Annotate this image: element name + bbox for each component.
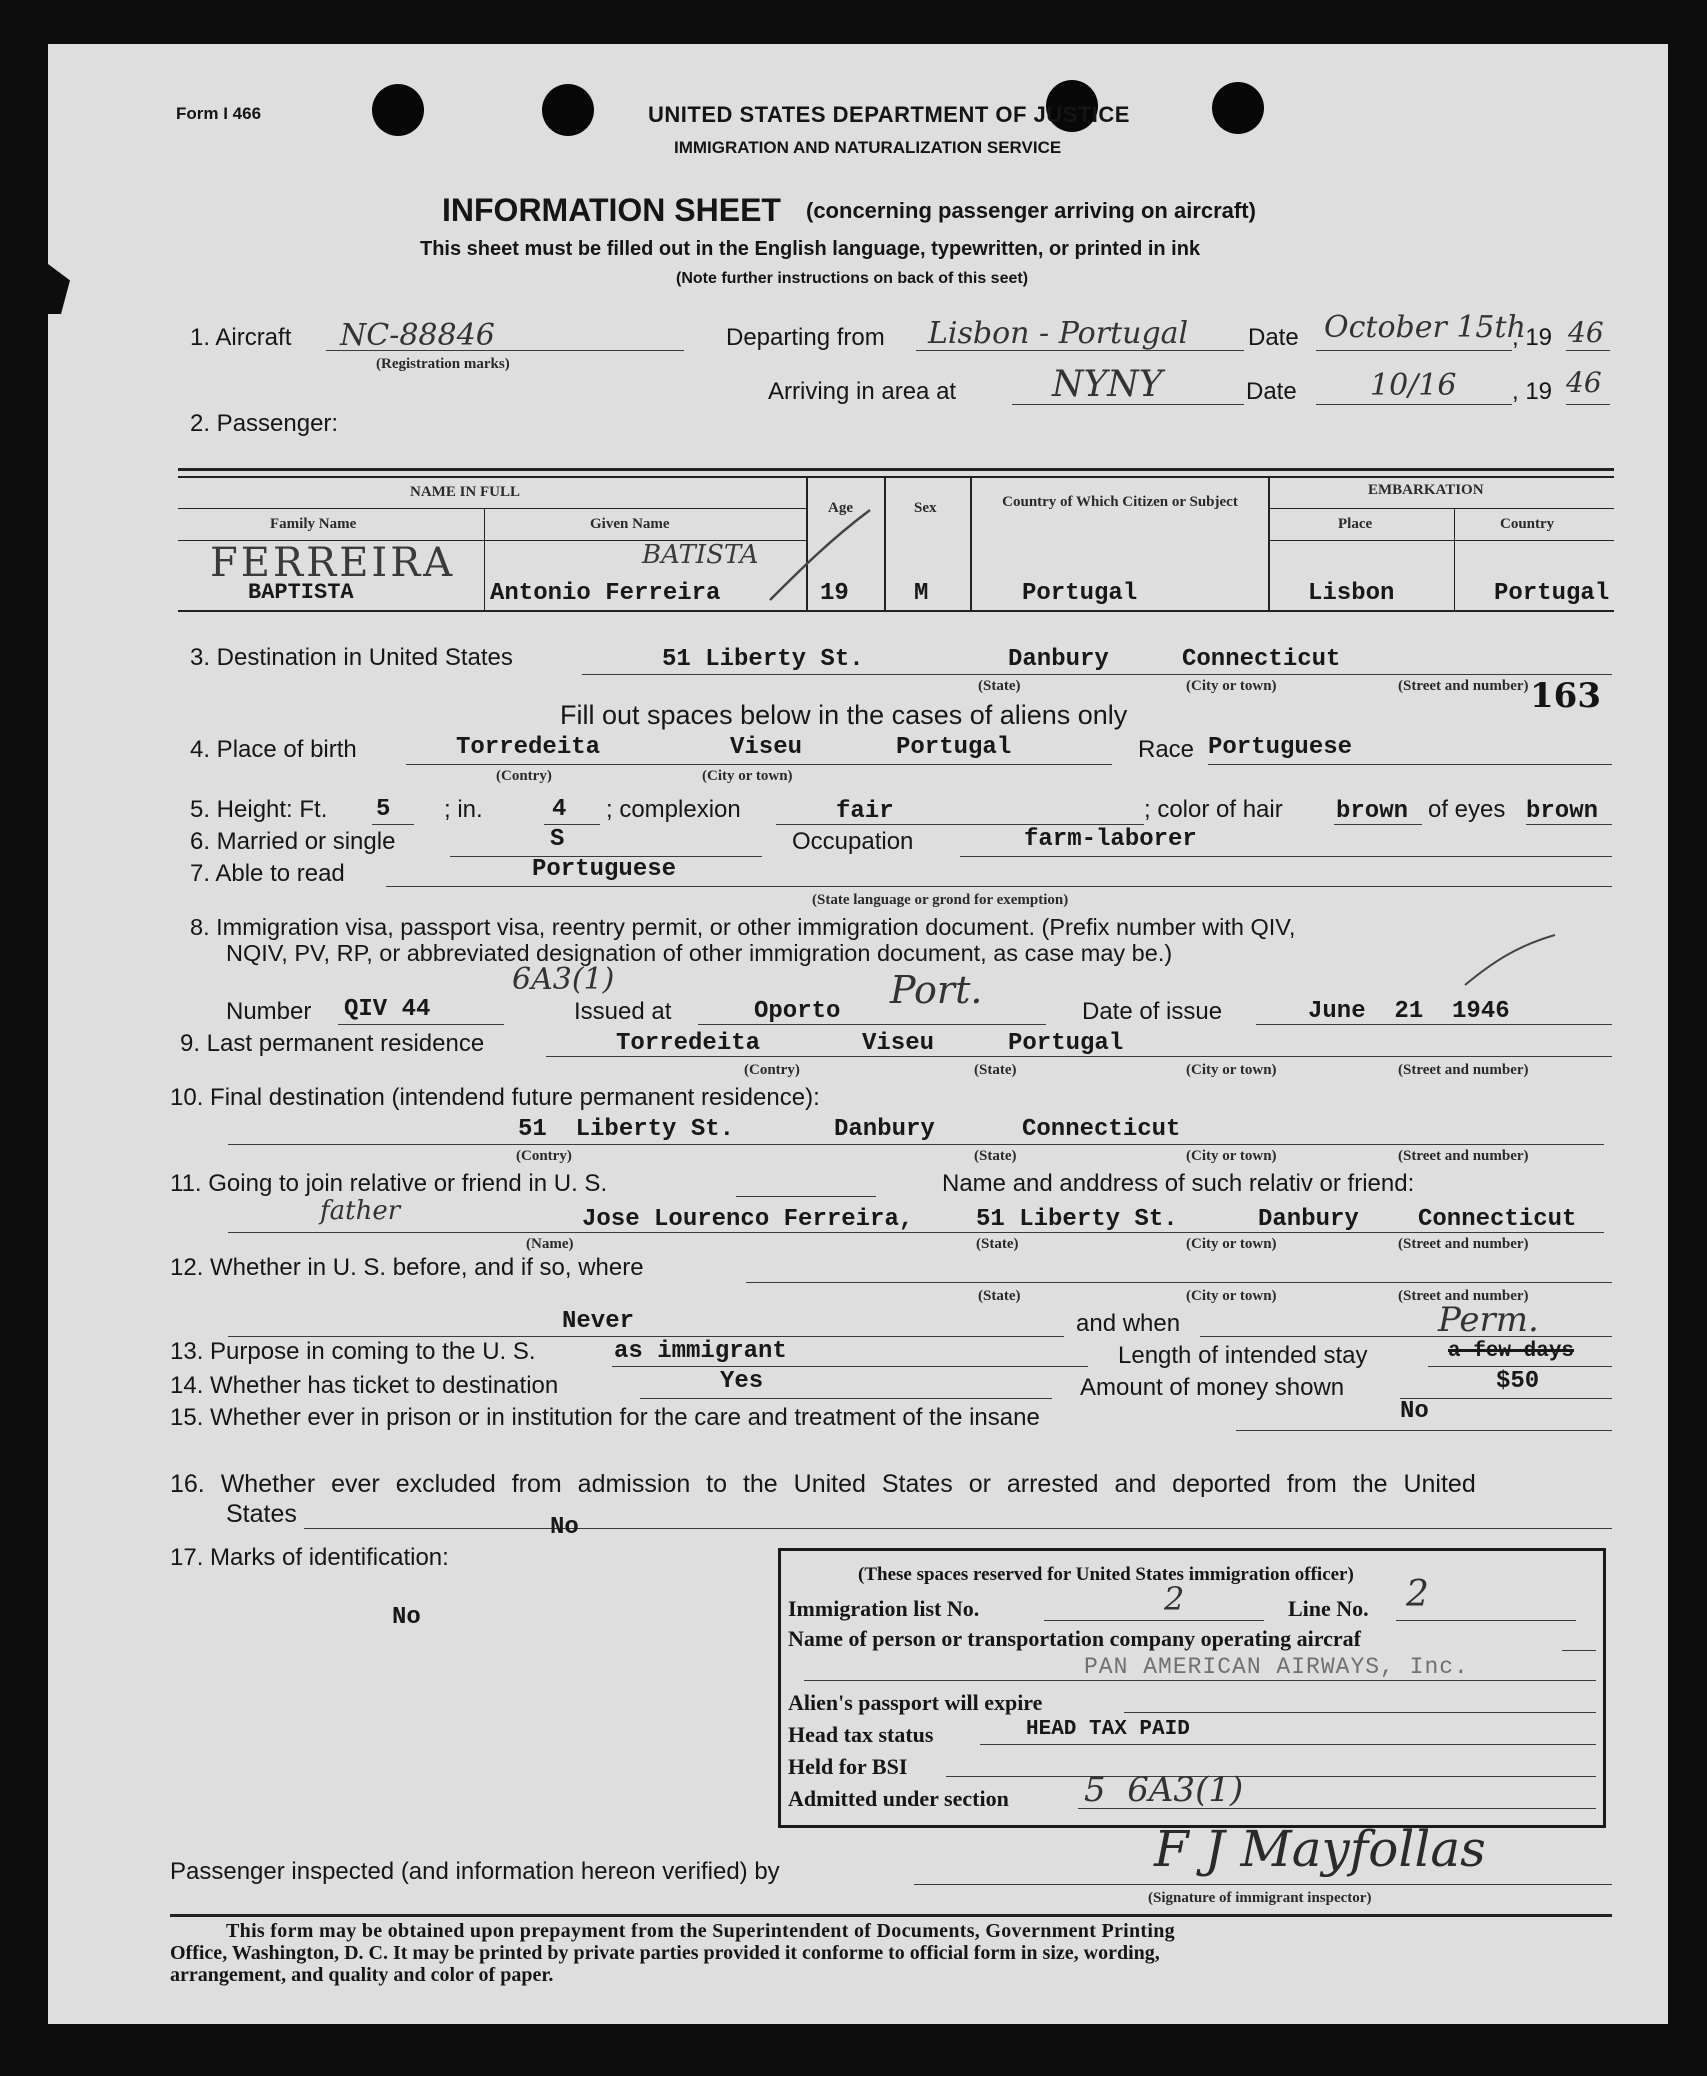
arrive-year-value[interactable]: 46 xyxy=(1566,366,1602,399)
money-value[interactable]: $50 xyxy=(1496,1368,1540,1395)
sex-header: Sex xyxy=(914,500,937,516)
caption-city-join: (City or town) xyxy=(1186,1236,1277,1252)
birth-label: 4. Place of birth xyxy=(190,736,357,763)
marks-label: 17. Marks of identification: xyxy=(170,1544,449,1571)
headtax-label: Head tax status xyxy=(788,1722,934,1747)
name-in-full-header: NAME IN FULL xyxy=(410,484,521,500)
caption-city-final: (City or town) xyxy=(1186,1148,1277,1164)
marital-value[interactable]: S xyxy=(550,826,565,853)
when-note: Perm. xyxy=(1438,1300,1539,1340)
hair-value[interactable]: brown xyxy=(1336,798,1409,825)
registration-caption: (Registration marks) xyxy=(376,356,510,372)
list-no-value[interactable]: 2 xyxy=(1164,1580,1185,1618)
stay-label: Length of intended stay xyxy=(1118,1342,1368,1369)
caption-state-res: (State) xyxy=(974,1062,1017,1078)
arrive-year-label: , 19 xyxy=(1512,378,1553,405)
caption-street-final: (Street and number) xyxy=(1398,1148,1529,1164)
depart-date-label: Date xyxy=(1248,324,1299,351)
read-caption: (State language or grond for exemption) xyxy=(812,892,1069,908)
caption-street-res: (Street and number) xyxy=(1398,1062,1529,1078)
join-label: 11. Going to join relative or friend in U. S. xyxy=(170,1170,608,1197)
family-name-header: Family Name xyxy=(270,516,357,532)
complexion-label: ; complexion xyxy=(606,796,741,823)
depart-date-value[interactable]: October 15th xyxy=(1324,310,1526,345)
race-value[interactable]: Portuguese xyxy=(1208,734,1353,761)
stamp-number: 163 xyxy=(1530,676,1601,716)
money-label: Amount of money shown xyxy=(1080,1374,1345,1401)
before-value[interactable]: Never xyxy=(562,1308,635,1335)
family-name-correction: FERREIRA xyxy=(210,540,456,586)
service-title: IMMIGRATION AND NATURALIZATION SERVICE xyxy=(674,138,1062,157)
instructions: This sheet must be filled out in the English language, typewritten, or printed in ink xyxy=(420,238,1201,260)
final-state[interactable]: Connecticut xyxy=(1022,1116,1181,1143)
visa-number-note: 6A3(1) xyxy=(512,962,615,997)
caption-city-birth: (City or town) xyxy=(702,768,793,784)
destination-state[interactable]: Connecticut xyxy=(1182,646,1341,673)
sex-value[interactable]: M xyxy=(914,580,929,607)
aircraft-label: 1. Aircraft xyxy=(190,324,292,351)
birth-town[interactable]: Torredeita xyxy=(456,734,601,761)
destination-city[interactable]: Danbury xyxy=(1008,646,1109,673)
ink-slash xyxy=(1460,930,1560,990)
page-title: INFORMATION SHEET xyxy=(442,192,781,228)
excluded-value[interactable]: No xyxy=(550,1514,579,1541)
punch-hole xyxy=(542,84,594,136)
eyes-value[interactable]: brown xyxy=(1526,798,1599,825)
footer-line-1: This form may be obtained upon prepayment from the Superintendent of Documents, Government Printing xyxy=(226,1920,1175,1942)
when-label: and when xyxy=(1076,1310,1181,1337)
eyes-label: of eyes xyxy=(1428,796,1506,823)
departing-label: Departing from xyxy=(726,324,885,351)
arriving-value[interactable]: NYNY xyxy=(1052,364,1163,405)
prison-label: 15. Whether ever in prison or in institution for the care and treatment of the insane xyxy=(170,1404,1040,1431)
destination-label: 3. Destination in United States xyxy=(190,644,513,671)
issue-date-label: Date of issue xyxy=(1082,998,1223,1025)
given-name-header: Given Name xyxy=(590,516,670,532)
complexion-value[interactable]: fair xyxy=(836,798,894,825)
strike-mark xyxy=(760,500,880,610)
visa-label-2: NQIV, PV, RP, or abbreviated designation of other immigration document, as case may be.) xyxy=(226,940,1173,966)
visa-number[interactable]: QIV 44 xyxy=(344,996,431,1023)
caption-state: (State) xyxy=(978,678,1021,694)
visa-number-label: Number xyxy=(226,998,312,1025)
citizen-value[interactable]: Portugal xyxy=(1022,580,1138,607)
citizen-header: Country of Which Citizen or Subject xyxy=(1002,494,1238,510)
marital-label: 6. Married or single xyxy=(190,828,396,855)
inspected-label: Passenger inspected (and information hereon verified) by xyxy=(170,1858,780,1885)
line-no-label: Line No. xyxy=(1288,1596,1369,1621)
marks-value[interactable]: No xyxy=(392,1604,421,1631)
ticket-label: 14. Whether has ticket to destination xyxy=(170,1372,559,1399)
hair-label: ; color of hair xyxy=(1144,796,1283,823)
race-label: Race xyxy=(1138,736,1195,763)
ticket-value[interactable]: Yes xyxy=(720,1368,764,1395)
caption-state-join: (State) xyxy=(976,1236,1019,1252)
issued-at[interactable]: Oporto xyxy=(754,998,841,1025)
excluded-label-2: States xyxy=(226,1500,297,1528)
residence-town[interactable]: Torredeita xyxy=(616,1030,761,1057)
family-name-value[interactable]: BAPTISTA xyxy=(248,580,354,605)
occupation-label: Occupation xyxy=(792,828,914,855)
passport-label: Alien's passport will expire xyxy=(788,1690,1043,1715)
embark-place-value[interactable]: Lisbon xyxy=(1308,580,1395,607)
arriving-label: Arriving in area at xyxy=(768,378,957,405)
bsi-label: Held for BSI xyxy=(788,1754,908,1779)
passenger-label: 2. Passenger: xyxy=(190,410,339,437)
form-number: Form I 466 xyxy=(176,104,262,123)
destination-street[interactable]: 51 Liberty St. xyxy=(662,646,864,673)
inches-label: ; in. xyxy=(444,796,483,823)
caption-street: (Street and number) xyxy=(1398,678,1529,694)
caption-city-res: (City or town) xyxy=(1186,1062,1277,1078)
age-value[interactable]: 19 xyxy=(820,580,849,607)
birth-country[interactable]: Portugal xyxy=(896,734,1012,761)
instructions-note: (Note further instructions on back of this seet) xyxy=(676,270,1029,287)
line-no-value[interactable]: 2 xyxy=(1406,1574,1429,1615)
aircraft-value[interactable]: NC-88846 xyxy=(340,318,495,353)
footer-line-3: arrangement, and quality and color of paper. xyxy=(170,1964,554,1986)
caption-city: (City or town) xyxy=(1186,678,1277,694)
issue-date[interactable]: June 21 1946 xyxy=(1308,998,1510,1025)
officer-title: (These spaces reserved for United States immigration officer) xyxy=(858,1564,1354,1585)
visa-label-1: 8. Immigration visa, passport visa, reentry permit, or other immigration document. (Prefix number with QIV, xyxy=(190,914,1296,940)
signature-caption: (Signature of immigrant inspector) xyxy=(1148,1890,1372,1906)
purpose-value[interactable]: as immigrant xyxy=(614,1338,787,1365)
final-destination-label: 10. Final destination (intendend future permanent residence): xyxy=(170,1084,820,1111)
embark-country-value[interactable]: Portugal xyxy=(1494,580,1610,607)
department-title: UNITED STATES DEPARTMENT OF JUSTICE xyxy=(648,102,1130,127)
birth-city[interactable]: Viseu xyxy=(730,734,803,761)
inspector-signature: F J Mayfollas xyxy=(1154,1820,1486,1878)
stay-value[interactable]: a few days xyxy=(1448,1340,1575,1363)
height-ft[interactable]: 5 xyxy=(376,796,391,823)
relation-value: father xyxy=(320,1196,401,1226)
caption-city-before: (City or town) xyxy=(1186,1288,1277,1304)
relative-name-label: Name and anddress of such relativ or friend: xyxy=(942,1170,1415,1197)
caption-state-final: (State) xyxy=(974,1148,1017,1164)
depart-year-value[interactable]: 46 xyxy=(1568,316,1604,349)
relative-name[interactable]: Jose Lourenco Ferreira, xyxy=(582,1206,914,1233)
residence-city[interactable]: Viseu xyxy=(862,1030,935,1057)
height-label: 5. Height: Ft. xyxy=(190,796,328,823)
caption-name-join: (Name) xyxy=(526,1236,574,1252)
footer-line-2: Office, Washington, D. C. It may be printed by private parties provided it conforme to official form in size, wording, xyxy=(170,1942,1160,1964)
purpose-label: 13. Purpose in coming to the U. S. xyxy=(170,1338,536,1365)
punch-hole xyxy=(372,84,424,136)
relative-city[interactable]: Danbury xyxy=(1258,1206,1359,1233)
place-header: Place xyxy=(1338,516,1373,532)
read-label: 7. Able to read xyxy=(190,860,345,887)
arrive-date-label: Date xyxy=(1246,378,1297,405)
final-street[interactable]: 51 Liberty St. xyxy=(518,1116,735,1143)
relative-street[interactable]: 51 Liberty St. xyxy=(976,1206,1178,1233)
relative-state[interactable]: Connecticut xyxy=(1418,1206,1577,1233)
caption-country: (Contry) xyxy=(496,768,552,784)
caption-country-res: (Contry) xyxy=(744,1062,800,1078)
caption-country-final: (Contry) xyxy=(516,1148,572,1164)
punch-hole xyxy=(1212,82,1264,134)
caption-street-join: (Street and number) xyxy=(1398,1236,1529,1252)
company-value[interactable]: PAN AMERICAN AIRWAYS, Inc. xyxy=(1084,1654,1469,1680)
before-label: 12. Whether in U. S. before, and if so, where xyxy=(170,1254,644,1281)
read-value[interactable]: Portuguese xyxy=(532,856,677,883)
caption-street-before: (Street and number) xyxy=(1398,1288,1529,1304)
embarkation-header: EMBARKATION xyxy=(1368,482,1484,498)
height-in[interactable]: 4 xyxy=(552,796,567,823)
aliens-only-note: Fill out spaces below in the cases of aliens only xyxy=(560,700,1128,730)
issued-label: Issued at xyxy=(574,998,672,1025)
depart-year-label: , 19 xyxy=(1512,324,1553,351)
departing-value[interactable]: Lisbon - Portugal xyxy=(928,316,1189,351)
country-header: Country xyxy=(1500,516,1555,532)
title-note: (concerning passenger arriving on aircraft) xyxy=(806,198,1256,223)
section-value[interactable]: 5 6A3(1) xyxy=(1084,1770,1244,1810)
headtax-value[interactable]: HEAD TAX PAID xyxy=(1026,1718,1190,1741)
age-header: Age xyxy=(828,500,853,516)
residence-label: 9. Last permanent residence xyxy=(180,1030,485,1057)
final-city[interactable]: Danbury xyxy=(834,1116,935,1143)
occupation-value[interactable]: farm-laborer xyxy=(1024,826,1197,853)
caption-state-before: (State) xyxy=(978,1288,1021,1304)
list-no-label: Immigration list No. xyxy=(788,1596,980,1621)
issued-note: Port. xyxy=(890,968,983,1012)
given-name-correction: BATISTA xyxy=(642,540,759,570)
prison-value[interactable]: No xyxy=(1400,1398,1429,1425)
section-label: Admitted under section xyxy=(788,1786,1009,1811)
arrive-date-value[interactable]: 10/16 xyxy=(1370,368,1457,403)
residence-country[interactable]: Portugal xyxy=(1008,1030,1124,1057)
excluded-label-1: 16. Whether ever excluded from admission to the United States or arrested and deported from the United xyxy=(170,1470,1476,1498)
company-label: Name of person or transportation company operating aircraf xyxy=(788,1626,1361,1651)
given-name-value[interactable]: Antonio Ferreira xyxy=(490,580,721,607)
